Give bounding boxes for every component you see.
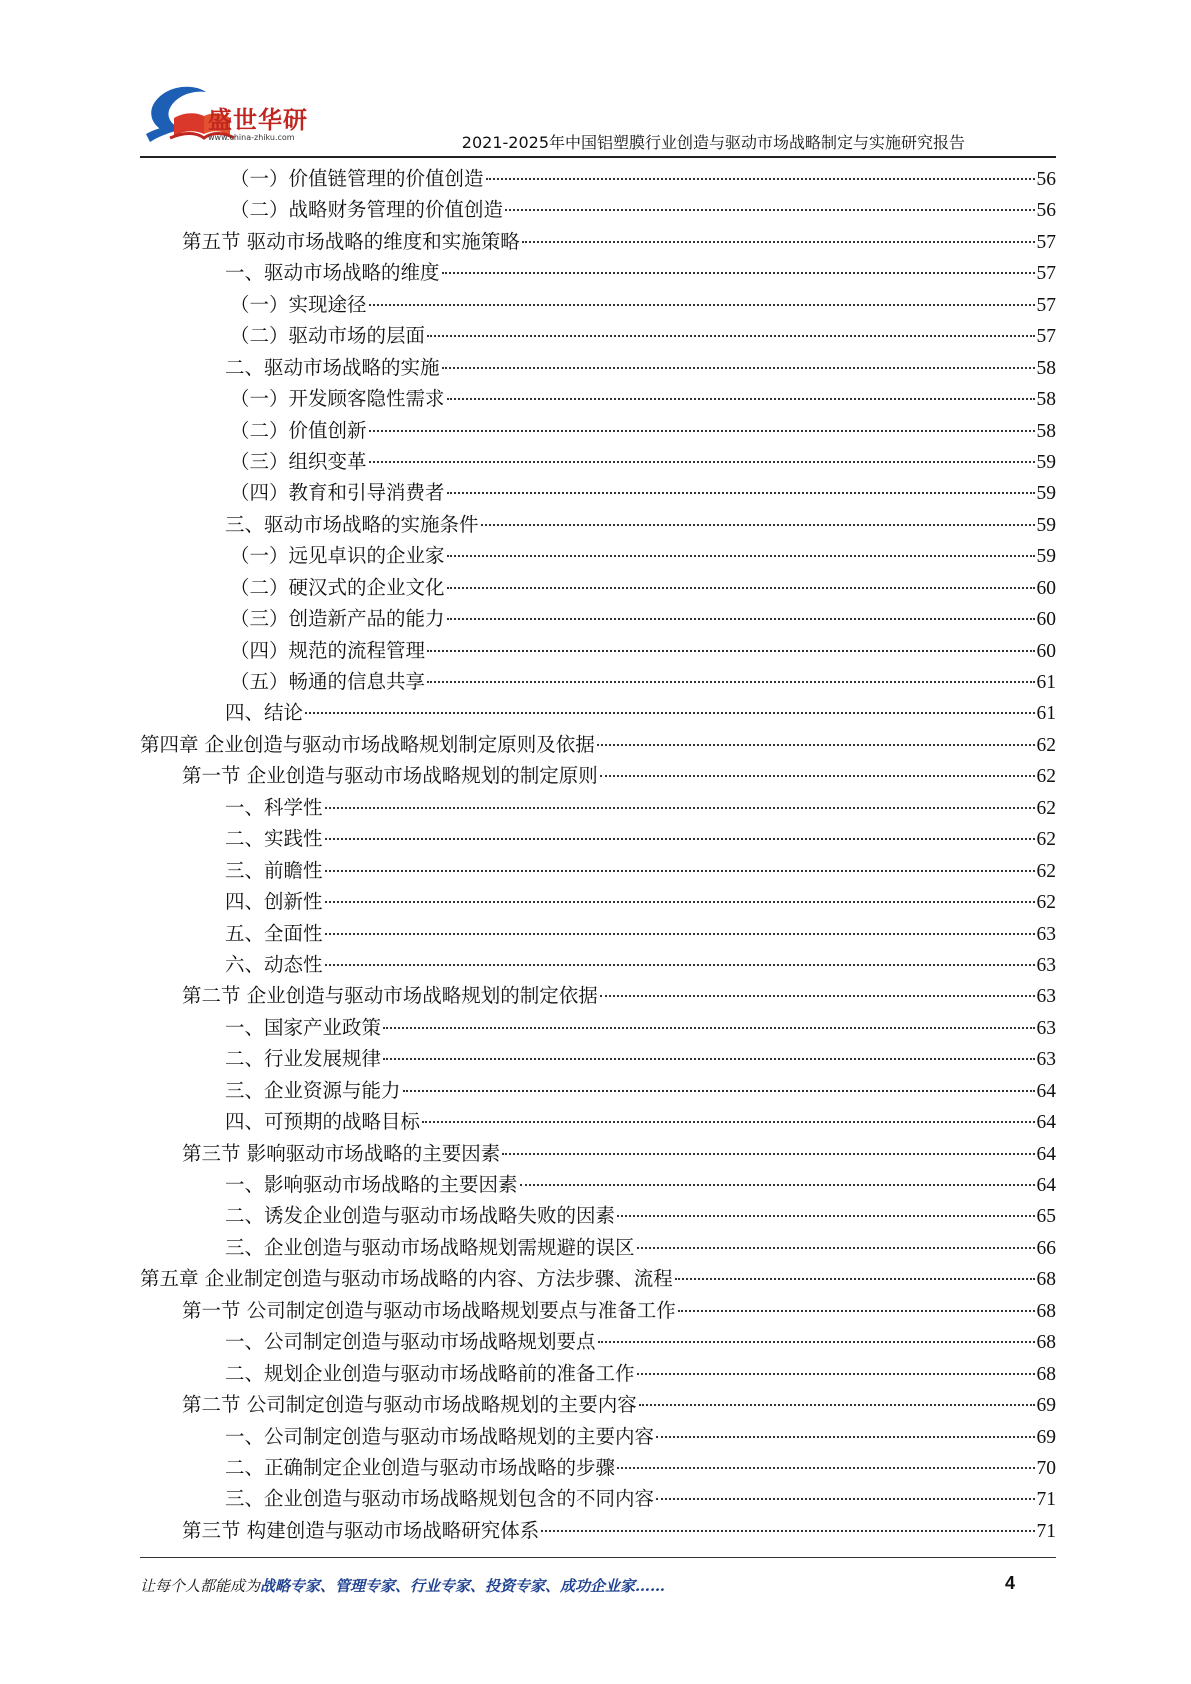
toc-dot-leader xyxy=(325,838,1035,840)
toc-entry-title: 三、企业资源与能力 xyxy=(225,1078,401,1102)
toc-dot-leader xyxy=(486,178,1035,180)
toc-entry-title: （一）远见卓识的企业家 xyxy=(230,544,445,568)
toc-dot-leader xyxy=(325,933,1035,935)
toc-entry[interactable] xyxy=(140,352,1056,383)
toc-dot-leader xyxy=(369,304,1035,306)
toc-entry-page: 58 xyxy=(1036,420,1056,442)
toc-entry-page: 63 xyxy=(1036,986,1056,1008)
footer-slogan-prefix: 让每个人都能成为 xyxy=(140,1577,261,1595)
toc-entry[interactable] xyxy=(140,1012,1056,1043)
toc-dot-leader xyxy=(675,1278,1035,1280)
toc-dot-leader xyxy=(447,618,1035,620)
toc-entry-page: 62 xyxy=(1036,829,1056,851)
toc-dot-leader xyxy=(442,367,1035,369)
toc-entry[interactable] xyxy=(140,1483,1056,1514)
toc-entry[interactable] xyxy=(140,257,1056,288)
toc-entry-page: 68 xyxy=(1036,1363,1056,1385)
toc-entry-title: （四）教育和引导消费者 xyxy=(230,481,445,505)
toc-entry-title: （二）驱动市场的层面 xyxy=(230,324,426,348)
toc-dot-leader xyxy=(427,650,1034,652)
toc-entry-page: 57 xyxy=(1036,231,1056,253)
toc-entry-title: 四、结论 xyxy=(225,701,304,725)
toc-entry-title: 第三节 影响驱动市场战略的主要因素 xyxy=(182,1141,501,1165)
toc-entry[interactable] xyxy=(140,509,1056,540)
toc-entry[interactable] xyxy=(140,446,1056,477)
toc-entry-page: 68 xyxy=(1036,1300,1056,1322)
toc-entry-title: 第四章 企业创造与驱动市场战略规划制定原则及依据 xyxy=(140,732,595,756)
toc-entry-title: （一）价值链管理的价值创造 xyxy=(230,167,484,190)
toc-entry-title: 三、驱动市场战略的实施条件 xyxy=(225,512,479,536)
toc-entry[interactable] xyxy=(140,415,1056,446)
toc-entry-page: 59 xyxy=(1036,483,1056,505)
toc-entry-title: 第三节 构建创造与驱动市场战略研究体系 xyxy=(182,1518,540,1542)
toc-dot-leader xyxy=(305,712,1034,714)
toc-entry-page: 63 xyxy=(1036,1017,1056,1039)
toc-entry-page: 63 xyxy=(1036,954,1056,976)
footer-slogan-highlight: 战略专家、管理专家、行业专家、投资专家、成功企业家…… xyxy=(260,1577,666,1595)
toc-entry-title: （一）实现途径 xyxy=(230,292,367,316)
toc-dot-leader xyxy=(427,681,1034,683)
toc-entry-title: 第二节 公司制定创造与驱动市场战略规划的主要内容 xyxy=(182,1393,637,1417)
report-title: 2021-2025年中国铝塑膜行业创造与驱动市场战略制定与实施研究报告 xyxy=(461,133,965,152)
toc-entry-page: 62 xyxy=(1036,797,1056,819)
toc-dot-leader xyxy=(383,1027,1034,1029)
toc-entry-title: 一、影响驱动市场战略的主要因素 xyxy=(225,1173,518,1196)
toc-entry-page: 64 xyxy=(1036,1175,1056,1196)
toc-entry[interactable] xyxy=(140,1075,1056,1106)
toc-entry-page: 59 xyxy=(1036,514,1056,536)
toc-entry-title: 三、前瞻性 xyxy=(225,858,323,882)
toc-dot-leader xyxy=(600,775,1035,777)
toc-dot-leader xyxy=(369,430,1035,432)
toc-dot-leader xyxy=(597,744,1035,746)
toc-entry-title: 二、驱动市场战略的实施 xyxy=(225,355,440,379)
toc-entry[interactable] xyxy=(140,1232,1056,1263)
toc-entry-title: 一、国家产业政策 xyxy=(225,1015,382,1039)
toc-entry[interactable] xyxy=(140,792,1056,823)
toc-dot-leader xyxy=(325,807,1035,809)
toc-entry[interactable] xyxy=(140,1515,1056,1546)
toc-entry[interactable] xyxy=(140,729,1056,760)
toc-dot-leader xyxy=(505,209,1034,211)
toc-dot-leader xyxy=(678,1310,1035,1312)
toc-entry[interactable] xyxy=(140,289,1056,320)
toc-entry-page: 71 xyxy=(1036,1520,1056,1542)
footer-divider xyxy=(140,1557,1056,1558)
toc-dot-leader xyxy=(447,587,1035,589)
toc-entry-title: 第五章 企业制定创造与驱动市场战略的内容、方法步骤、流程 xyxy=(140,1267,673,1291)
toc-entry[interactable] xyxy=(140,666,1056,697)
toc-dot-leader xyxy=(617,1215,1034,1217)
toc-entry-page: 69 xyxy=(1036,1426,1056,1448)
toc-entry-page: 60 xyxy=(1036,577,1056,599)
toc-entry-title: 一、公司制定创造与驱动市场战略规划的主要内容 xyxy=(225,1424,655,1448)
toc-dot-leader xyxy=(325,901,1035,903)
toc-dot-leader xyxy=(403,1090,1035,1092)
toc-entry-title: （三）组织变革 xyxy=(230,449,367,473)
toc-dot-leader xyxy=(600,995,1035,997)
toc-entry-page: 62 xyxy=(1036,892,1056,914)
toc-dot-leader xyxy=(598,1341,1035,1343)
toc-entry[interactable] xyxy=(140,1452,1056,1483)
toc-entry[interactable] xyxy=(140,320,1056,351)
toc-entry-page: 56 xyxy=(1036,169,1056,190)
toc-entry-title: （三）创造新产品的能力 xyxy=(230,607,445,631)
toc-dot-leader xyxy=(637,1247,1035,1249)
toc-entry-title: 一、驱动市场战略的维度 xyxy=(225,261,440,285)
toc-entry[interactable] xyxy=(140,603,1056,634)
toc-entry-page: 65 xyxy=(1036,1206,1056,1228)
toc-entry[interactable] xyxy=(140,823,1056,854)
toc-entry[interactable] xyxy=(140,855,1056,886)
toc-entry-page: 60 xyxy=(1036,640,1056,662)
toc-entry-title: 第二节 企业创造与驱动市场战略规划的制定依据 xyxy=(182,984,598,1008)
toc-entry[interactable] xyxy=(140,383,1056,414)
toc-entry-page: 59 xyxy=(1036,451,1056,473)
toc-dot-leader xyxy=(520,1184,1035,1186)
toc-entry-title: （二）硬汉式的企业文化 xyxy=(230,575,445,599)
toc-entry-title: 第一节 企业创造与驱动市场战略规划的制定原则 xyxy=(182,764,598,788)
toc-entry-title: 六、动态性 xyxy=(225,952,323,976)
toc-entry-title: 四、创新性 xyxy=(225,890,323,914)
toc-entry[interactable] xyxy=(140,1169,1056,1200)
page-number: 4 xyxy=(1005,1573,1016,1593)
toc-dot-leader xyxy=(522,241,1035,243)
toc-entry-title: 三、企业创造与驱动市场战略规划包含的不同内容 xyxy=(225,1487,655,1511)
toc-entry[interactable] xyxy=(140,886,1056,917)
toc-entry-page: 62 xyxy=(1036,766,1056,788)
toc-dot-leader xyxy=(541,1530,1034,1532)
table-of-contents xyxy=(140,163,1056,1546)
toc-dot-leader xyxy=(369,461,1035,463)
toc-dot-leader xyxy=(639,1404,1035,1406)
logo-url: www.china-zhiku.com xyxy=(208,133,295,142)
toc-entry-page: 61 xyxy=(1036,672,1056,693)
toc-entry-page: 61 xyxy=(1036,703,1056,725)
toc-entry-title: 第五节 驱动市场战略的维度和实施策略 xyxy=(182,229,520,253)
toc-entry[interactable] xyxy=(140,1138,1056,1169)
toc-entry-title: 一、公司制定创造与驱动市场战略规划要点 xyxy=(225,1330,596,1354)
toc-entry-title: 二、实践性 xyxy=(225,827,323,851)
toc-entry-page: 68 xyxy=(1036,1332,1056,1354)
toc-dot-leader xyxy=(656,1498,1034,1500)
toc-entry[interactable] xyxy=(140,540,1056,571)
toc-entry-page: 64 xyxy=(1036,1080,1056,1102)
toc-entry[interactable] xyxy=(140,572,1056,603)
toc-entry[interactable] xyxy=(140,1263,1056,1294)
toc-dot-leader xyxy=(447,492,1035,494)
toc-entry-title: （一）开发顾客隐性需求 xyxy=(230,387,445,411)
toc-entry[interactable] xyxy=(140,1295,1056,1326)
toc-dot-leader xyxy=(617,1467,1034,1469)
toc-entry-title: 二、规划企业创造与驱动市场战略前的准备工作 xyxy=(225,1361,635,1385)
toc-dot-leader xyxy=(325,964,1035,966)
toc-entry-page: 62 xyxy=(1036,860,1056,882)
toc-entry-page: 69 xyxy=(1036,1395,1056,1417)
toc-entry-page: 57 xyxy=(1036,263,1056,285)
toc-entry-title: 二、行业发展规律 xyxy=(225,1047,382,1071)
toc-entry[interactable] xyxy=(140,163,1056,194)
toc-entry[interactable] xyxy=(140,918,1056,949)
toc-entry-page: 57 xyxy=(1036,326,1056,348)
toc-entry-page: 64 xyxy=(1036,1112,1056,1134)
toc-dot-leader xyxy=(427,335,1034,337)
toc-entry-page: 63 xyxy=(1036,923,1056,945)
toc-entry-page: 63 xyxy=(1036,1049,1056,1071)
toc-entry-title: （四）规范的流程管理 xyxy=(230,638,426,662)
footer-slogan xyxy=(140,1575,665,1596)
toc-entry-page: 66 xyxy=(1036,1237,1056,1259)
toc-entry[interactable] xyxy=(140,760,1056,791)
logo-name: 盛世华研 xyxy=(208,106,308,134)
toc-dot-leader xyxy=(422,1121,1034,1123)
toc-entry[interactable] xyxy=(140,1421,1056,1452)
toc-entry[interactable] xyxy=(140,697,1056,728)
toc-dot-leader xyxy=(383,1058,1034,1060)
toc-entry[interactable] xyxy=(140,1326,1056,1357)
toc-entry-page: 58 xyxy=(1036,389,1056,411)
toc-entry-title: 五、全面性 xyxy=(225,921,323,945)
toc-entry-title: 四、可预期的战略目标 xyxy=(225,1110,421,1134)
toc-entry[interactable] xyxy=(140,949,1056,980)
toc-entry-page: 71 xyxy=(1036,1489,1056,1511)
toc-entry-page: 56 xyxy=(1036,200,1056,222)
header-divider xyxy=(140,156,1056,158)
toc-entry-page: 64 xyxy=(1036,1143,1056,1165)
toc-entry[interactable] xyxy=(140,1358,1056,1389)
toc-entry-title: 一、科学性 xyxy=(225,795,323,819)
toc-dot-leader xyxy=(481,524,1035,526)
toc-entry-title: 第一节 公司制定创造与驱动市场战略规划要点与准备工作 xyxy=(182,1298,676,1322)
toc-dot-leader xyxy=(447,398,1035,400)
toc-entry[interactable] xyxy=(140,226,1056,257)
toc-dot-leader xyxy=(442,272,1035,274)
toc-entry-title: 二、诱发企业创造与驱动市场战略失败的因素 xyxy=(225,1204,616,1228)
toc-entry[interactable] xyxy=(140,1043,1056,1074)
toc-entry[interactable] xyxy=(140,194,1056,225)
toc-entry-title: （二）战略财务管理的价值创造 xyxy=(230,198,504,222)
toc-entry-title: （五）畅通的信息共享 xyxy=(230,670,426,693)
toc-dot-leader xyxy=(502,1153,1034,1155)
toc-dot-leader xyxy=(637,1373,1035,1375)
toc-entry[interactable] xyxy=(140,477,1056,508)
toc-entry-page: 68 xyxy=(1036,1269,1056,1291)
toc-entry-title: 二、正确制定企业创造与驱动市场战略的步骤 xyxy=(225,1455,616,1479)
toc-entry[interactable] xyxy=(140,980,1056,1011)
toc-entry-page: 58 xyxy=(1036,357,1056,379)
toc-entry-page: 62 xyxy=(1036,734,1056,756)
toc-entry-title: （二）价值创新 xyxy=(230,418,367,442)
toc-entry-title: 三、企业创造与驱动市场战略规划需规避的误区 xyxy=(225,1235,635,1259)
toc-entry[interactable] xyxy=(140,635,1056,666)
toc-dot-leader xyxy=(325,870,1035,872)
toc-dot-leader xyxy=(656,1436,1034,1438)
toc-entry-page: 70 xyxy=(1036,1457,1056,1479)
toc-entry-page: 60 xyxy=(1036,609,1056,631)
toc-entry[interactable] xyxy=(140,1106,1056,1137)
toc-entry-page: 57 xyxy=(1036,294,1056,316)
toc-entry[interactable] xyxy=(140,1389,1056,1420)
toc-entry[interactable] xyxy=(140,1200,1056,1231)
toc-dot-leader xyxy=(447,555,1035,557)
toc-entry-page: 59 xyxy=(1036,546,1056,568)
